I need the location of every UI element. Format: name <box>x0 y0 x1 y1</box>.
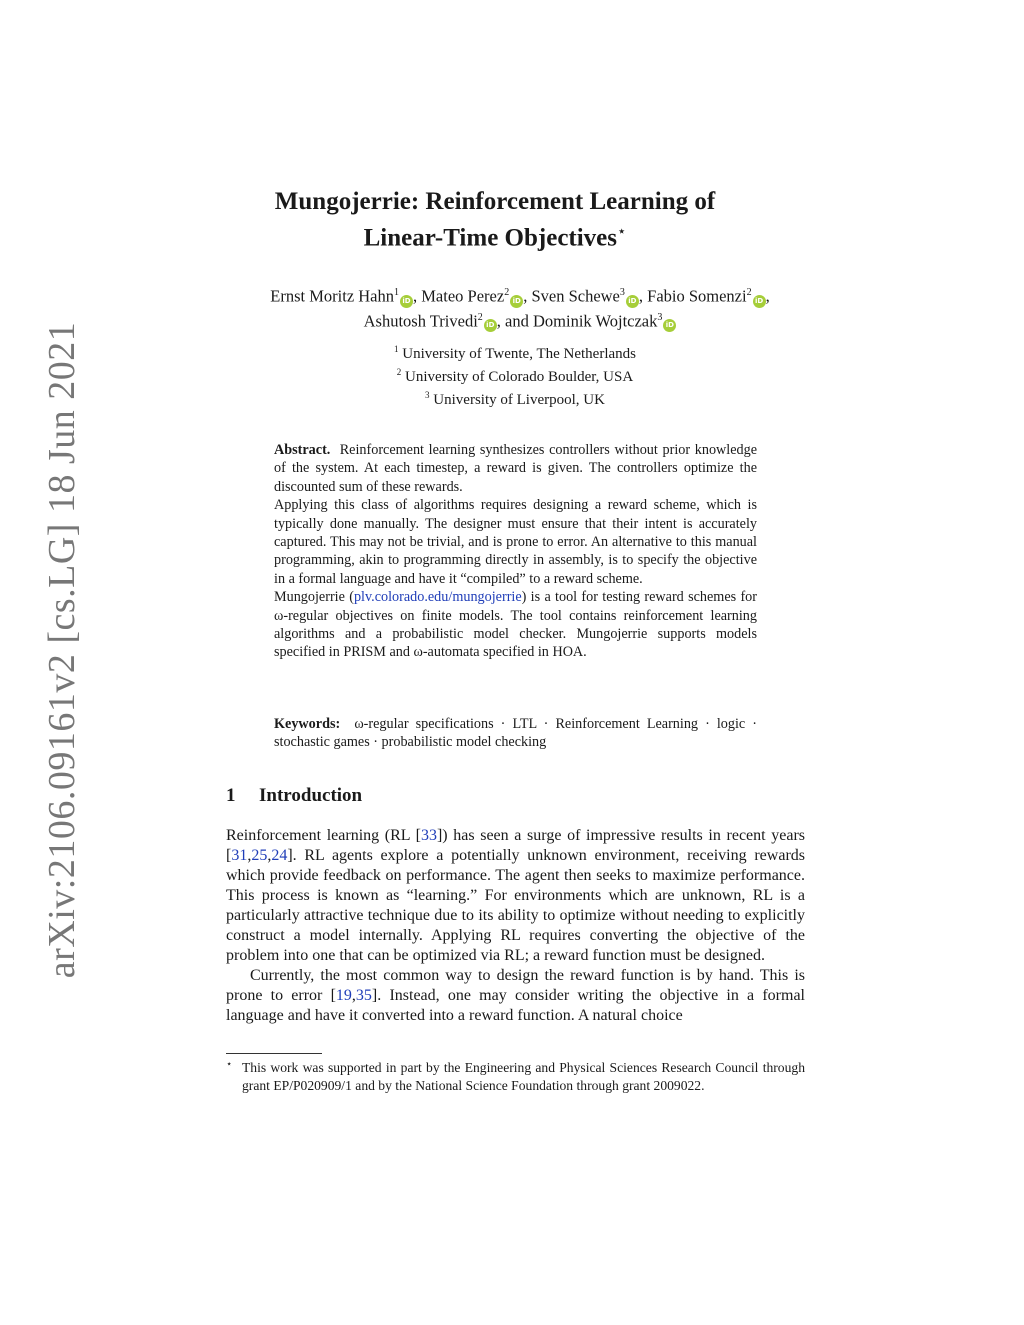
citation-link[interactable]: 35 <box>355 987 372 1004</box>
orcid-icon[interactable]: iD <box>400 295 413 308</box>
citation-link[interactable]: 33 <box>420 827 437 844</box>
author-affiliation: 2 <box>746 287 752 298</box>
intro-paragraph-2: Currently, the most common way to design the reward function is by hand. This is prone to error [19,35]. Instead, one may consider writing the objective in a formal language and have it converted into a reward function. A natural choice <box>226 967 805 1024</box>
footnote-text: This work was supported in part by the Engineering and Physical Sciences Research Council through grant EP/P020909/1 and by the National Science Foundation through grant 2009022. <box>242 1060 805 1093</box>
footnote-divider <box>226 1053 322 1054</box>
author-list <box>225 283 815 332</box>
abstract <box>274 441 757 662</box>
abstract-label: Abstract. <box>274 442 331 458</box>
author-affiliation: 3 <box>619 287 625 298</box>
orcid-icon[interactable]: iD <box>753 295 766 308</box>
author-name: Dominik Wojtczak <box>532 311 658 330</box>
footnote-mark: ⋆ <box>226 1059 233 1070</box>
keywords-label: Keywords: <box>274 716 341 732</box>
section-title: Introduction <box>259 785 363 806</box>
author-name: Ashutosh Trivedi <box>363 311 478 330</box>
introduction-body <box>226 826 805 1026</box>
keywords <box>274 715 757 752</box>
author-name: Sven Schewe <box>531 286 620 306</box>
footnote <box>226 1059 805 1095</box>
citation-link[interactable]: 24 <box>271 847 288 864</box>
title-footnote-mark: ⋆ <box>617 224 627 240</box>
section-heading <box>226 785 362 807</box>
author-line-1: Ernst Moritz Hahn$^1$iD , Mateo Perez$^2$iD , Sven Schewe$^3$iD , Fabio Somenzi$^2$iD , <box>270 286 770 306</box>
orcid-icon[interactable]: iD <box>484 319 497 332</box>
paper-title <box>230 186 760 253</box>
abstract-paragraph-2: Applying this class of algorithms requires designing a reward scheme, which is typically done manually. The designer must ensure that their intent is accurately captured. This may not be trivial, and is prone to error. An alternative to this manual programming, akin to programming directly in assembly, is to specify the objective in a formal language and have it “compiled” to a reward scheme. <box>274 497 757 587</box>
author-affiliation: 2 <box>504 287 510 298</box>
orcid-icon[interactable]: iD <box>510 295 523 308</box>
affiliation-item: $^1$ University of Twente, The Netherlands <box>393 344 636 362</box>
citation-link[interactable]: 19 <box>335 987 352 1004</box>
intro-paragraph-1: Reinforcement learning (RL [33]) has seen a surge of impressive results in recent years [31,25,24]. RL agents explore a potentially unknown environment, receiving rewards which provide feedback on performance. The agent then seeks to maximize performance. This process is known as “learning.” For environments which are unknown, RL is a particularly attractive technique due to its ability to optimize without needing to explicitly construct a model internally. Applying RL requires converting the objective of the problem into one that can be optimized via RL; a reward function must be designed. <box>226 827 806 964</box>
section-number: 1 <box>226 785 236 806</box>
author-line-2: Ashutosh Trivedi$^2$iD , and Dominik Wojtczak$^3$iD <box>225 308 815 333</box>
affiliation-item: $^2$ University of Colorado Boulder, USA <box>396 367 634 385</box>
author-affiliation: 2 <box>477 311 483 323</box>
keywords-text: ω-regular specifications · LTL · Reinforcement Learning · logic · stochastic games · probabilistic model checking <box>274 716 758 751</box>
citation-link[interactable]: 25 <box>251 847 268 864</box>
title-line-1: Mungojerrie: Reinforcement Learning of <box>274 188 716 215</box>
affiliation-item: $^3$ University of Liverpool, UK <box>425 390 605 408</box>
author-affiliation: 3 <box>657 311 663 323</box>
author-name: Ernst Moritz Hahn <box>270 286 395 306</box>
author-name: Mateo Perez <box>421 286 505 306</box>
author-affiliation: 1 <box>394 287 400 298</box>
affiliations <box>280 340 750 409</box>
abstract-paragraph-3: Mungojerrie (plv.colorado.edu/mungojerrie) is a tool for testing reward schemes for ω-regular objectives on finite models. The tool contains reinforcement learning algorithms and a probabilistic model checker. Mungojerrie supports models specified in PRISM and ω-automata specified in HOA. <box>274 589 757 661</box>
arxiv-identifier: arXiv:2106.09161v2 [cs.LG] 18 Jun 2021 <box>41 321 83 979</box>
title-line-2: Linear-Time Objectives⋆ <box>363 224 627 252</box>
tool-url-link[interactable]: plv.colorado.edu/mungojerrie <box>353 589 522 606</box>
citation-link[interactable]: 31 <box>231 847 248 864</box>
author-name: Fabio Somenzi <box>647 286 747 306</box>
orcid-icon[interactable]: iD <box>663 319 676 332</box>
orcid-icon[interactable]: iD <box>626 295 639 308</box>
abstract-paragraph-1: Abstract. Reinforcement learning synthesizes controllers without prior knowledge of the system. At each timestep, a reward is given. The controllers optimize the discounted sum of these rewards. <box>274 442 758 495</box>
